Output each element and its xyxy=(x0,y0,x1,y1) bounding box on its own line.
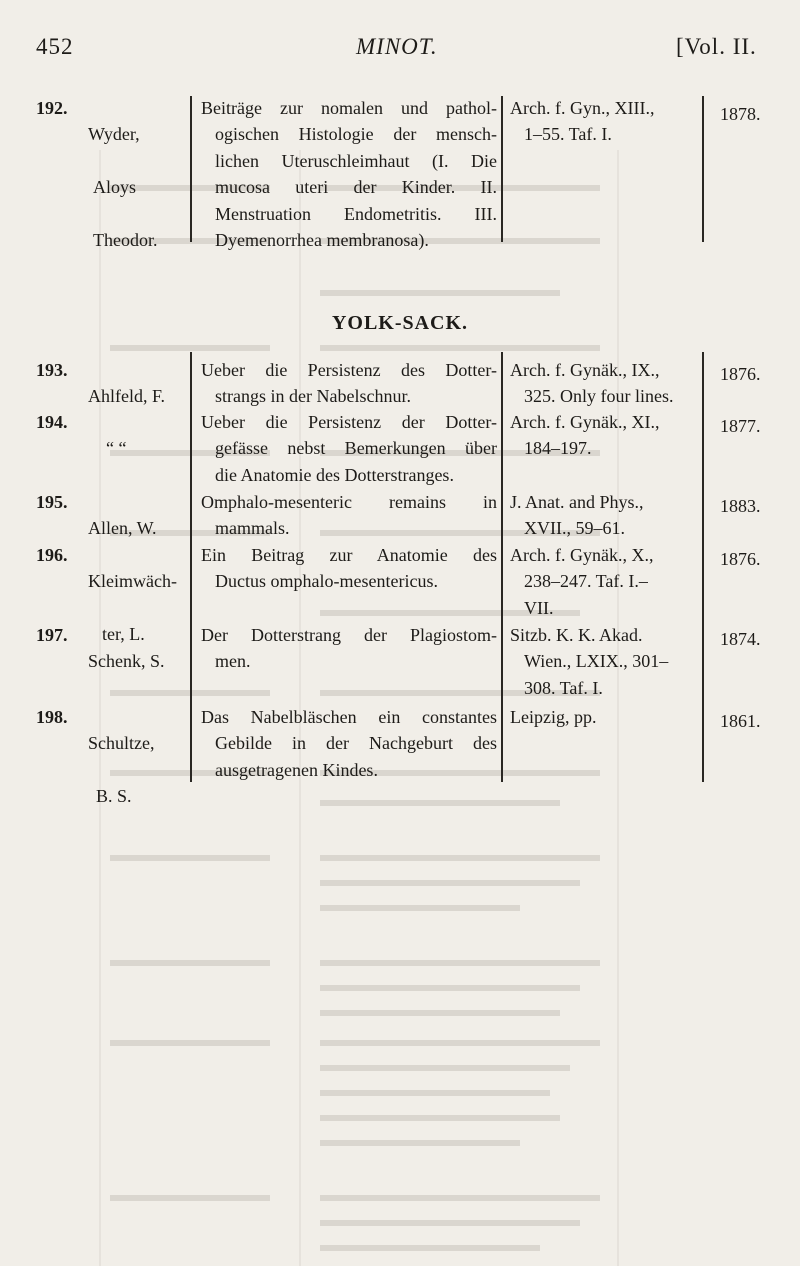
entry-number: 195. xyxy=(36,492,68,512)
running-title: MINOT. xyxy=(356,34,438,59)
source-line: J. Anat. and Phys., xyxy=(510,492,644,512)
source-line: Arch. f. Gyn., XIII., xyxy=(510,98,655,118)
source-line: Wien., LXIX., 301– xyxy=(524,651,669,672)
title-line: Gebilde in der Nachgeburt des xyxy=(215,733,497,754)
source-line: Leipzig, pp. xyxy=(510,707,597,727)
title-line: ausgetragenen Kindes. xyxy=(215,759,378,780)
page-number: 452 xyxy=(36,34,74,59)
title-line: Beiträge zur nomalen und pathol- xyxy=(201,98,497,118)
title-line: Dyemenorrhea membranosa). xyxy=(215,230,429,251)
title-line: Menstruation Endometritis. III. xyxy=(215,203,497,224)
entry-title xyxy=(201,357,497,410)
entry-number: 193. xyxy=(36,360,68,380)
title-line: Ueber die Persistenz des Dotter- xyxy=(201,360,497,380)
column-rule xyxy=(702,352,704,782)
entry-number: 196. xyxy=(36,545,68,565)
column-rule xyxy=(190,352,192,782)
title-line: men. xyxy=(215,651,251,672)
author-line: ter, L. xyxy=(102,624,145,645)
author-line: Schenk, S. xyxy=(88,651,165,672)
entry-title xyxy=(201,489,497,542)
title-line: die Anatomie des Dotterstranges. xyxy=(215,464,454,485)
column-rule xyxy=(702,96,704,242)
entry-author xyxy=(88,704,188,836)
entry-number: 198. xyxy=(36,707,68,727)
volume-label: [Vol. II. xyxy=(676,34,757,59)
source-line: Arch. f. Gynäk., XI., xyxy=(510,412,660,432)
entry-year: 1883. xyxy=(720,496,761,516)
author-line: Theodor. xyxy=(93,230,158,251)
title-line: lichen Uteruschleimhaut (I. Die xyxy=(215,150,497,171)
title-line: Ueber die Persistenz der Dotter- xyxy=(201,412,497,432)
entry-number: 194. xyxy=(36,412,68,432)
entry-year: 1876. xyxy=(720,549,761,569)
source-line: 325. Only four lines. xyxy=(524,386,674,407)
source-line: 184–197. xyxy=(524,438,592,459)
section-heading: YOLK-SACK. xyxy=(331,312,469,334)
entry-year: 1861. xyxy=(720,711,761,731)
title-line: ogischen Histologie der mensch- xyxy=(215,124,497,145)
title-line: strangs in der Nabelschnur. xyxy=(215,386,411,407)
title-line: mammals. xyxy=(215,518,290,539)
source-line: Arch. f. Gynäk., IX., xyxy=(510,360,660,380)
entry-year: 1877. xyxy=(720,416,761,436)
entry-author xyxy=(88,409,188,488)
entry-title xyxy=(201,542,497,595)
entry-year: 1878. xyxy=(720,104,761,124)
column-rule xyxy=(190,96,192,242)
author-line: Kleimwäch- xyxy=(88,571,177,592)
column-rule xyxy=(501,96,503,242)
author-line: Allen, W. xyxy=(88,518,157,539)
title-line: mucosa uteri der Kinder. II. xyxy=(215,177,497,198)
entry-source xyxy=(510,622,696,701)
entry-source xyxy=(510,95,696,148)
source-line: VII. xyxy=(524,597,554,618)
entry-source xyxy=(510,542,696,621)
entry-source xyxy=(510,704,696,730)
source-line: XVII., 59–61. xyxy=(524,518,625,539)
source-line: Sitzb. K. K. Akad. xyxy=(510,625,643,645)
title-line: Ein Beitrag zur Anatomie des xyxy=(201,545,497,565)
author-line: Schultze, xyxy=(88,733,155,754)
entry-title xyxy=(201,704,497,783)
title-line: Der Dotterstrang der Plagiostom- xyxy=(201,625,497,645)
entry-source xyxy=(510,409,696,462)
entry-title xyxy=(201,622,497,675)
title-line: gefässe nebst Bemerkungen über xyxy=(215,438,497,459)
author-line: Aloys xyxy=(93,177,137,198)
entry-source xyxy=(510,357,696,410)
source-line: 238–247. Taf. I.– xyxy=(524,571,648,592)
author-line: “ “ xyxy=(106,438,127,459)
entry-year: 1876. xyxy=(720,364,761,384)
title-line: Ductus omphalo-mesentericus. xyxy=(215,571,438,592)
entry-title xyxy=(201,409,497,488)
author-line: Wyder, xyxy=(88,124,140,145)
entry-title xyxy=(201,95,497,253)
entry-year: 1874. xyxy=(720,629,761,649)
author-line: Ahlfeld, F. xyxy=(88,386,166,407)
entry-author xyxy=(88,95,188,280)
title-line: Omphalo-mesenteric remains in xyxy=(201,492,497,512)
author-line: B. S. xyxy=(96,786,132,807)
source-line: 308. Taf. I. xyxy=(524,677,603,698)
source-line: 1–55. Taf. I. xyxy=(524,124,612,145)
source-line: Arch. f. Gynäk., X., xyxy=(510,545,654,565)
column-rule xyxy=(501,352,503,782)
title-line: Das Nabelbläschen ein constantes xyxy=(201,707,497,727)
entry-number: 197. xyxy=(36,625,68,645)
entry-source xyxy=(510,489,696,542)
entry-author xyxy=(88,622,188,701)
entry-number: 192. xyxy=(36,98,68,118)
